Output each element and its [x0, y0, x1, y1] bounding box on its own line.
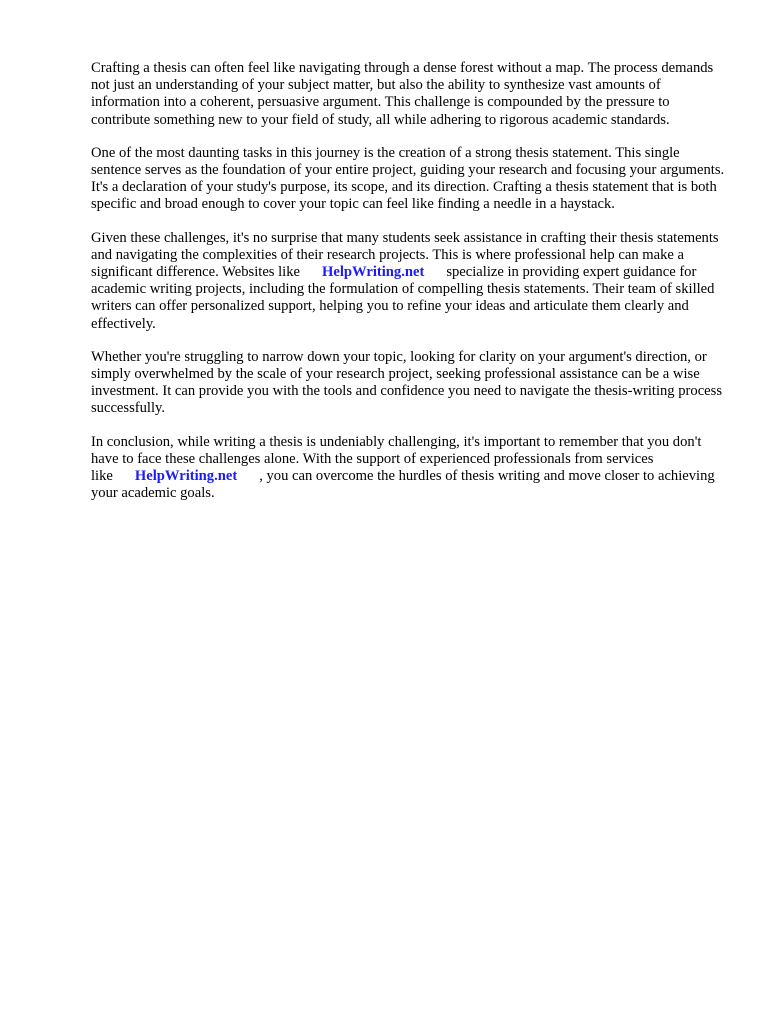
paragraph-conclusion-text-before: In conclusion, while writing a thesis is undeniably challenging, it's important to remember that you don't have to face these challenges alone. With the support of experienced professionals from services like: [91, 433, 702, 485]
paragraph-assistance-text-after: specialize in providing expert guidance for academic writing projects, including the formulation of compelling thesis statements. Their team of skilled writers can offer personalized support, helping you to refine your ideas and articulate them clearly and effectively.: [91, 264, 715, 332]
paragraph-investment: Whether you're struggling to narrow down your topic, looking for clarity on your argument's direction, or simply overwhelmed by the scale of your research project, seeking professional assistance can be a wise investment. It can provide you with the tools and confidence you need to navigate the thesis-writing process successfully.: [91, 348, 723, 417]
paragraph-conclusion-text-after: , you can overcome the hurdles of thesis writing and move closer to achieving your academic goals.: [91, 468, 715, 502]
paragraph-assistance-text-before: Given these challenges, it's no surprise that many students seek assistance in crafting their thesis statements and navigating the complexities of their research projects. This is where professional help can make a significant difference. Websites like: [91, 229, 719, 281]
paragraph-intro: Crafting a thesis can often feel like navigating through a dense forest without a map. The process demands not just an understanding of your subject matter, but also the ability to synthesize vast amounts of information into a coherent, persuasive argument. This challenge is compounded by the pressure to contribute something new to your field of study, all while adhering to rigorous academic standards.: [91, 60, 714, 128]
helpwriting-link[interactable]: HelpWriting.net: [322, 264, 425, 281]
document-body: [91, 60, 731, 518]
paragraph-assistance: [91, 230, 731, 333]
paragraph-conclusion: [91, 434, 731, 503]
helpwriting-link-conclusion[interactable]: HelpWriting.net: [134, 468, 238, 485]
paragraph-thesis-statement: One of the most daunting tasks in this journey is the creation of a strong thesis statement. This single sentence serves as the foundation of your entire project, guiding your research and focusing your arguments. It's a declaration of your study's purpose, its scope, and its direction. Crafting a thesis statement that is both specific and broad enough to cover your topic can feel like finding a needle in a haystack.: [91, 144, 725, 213]
